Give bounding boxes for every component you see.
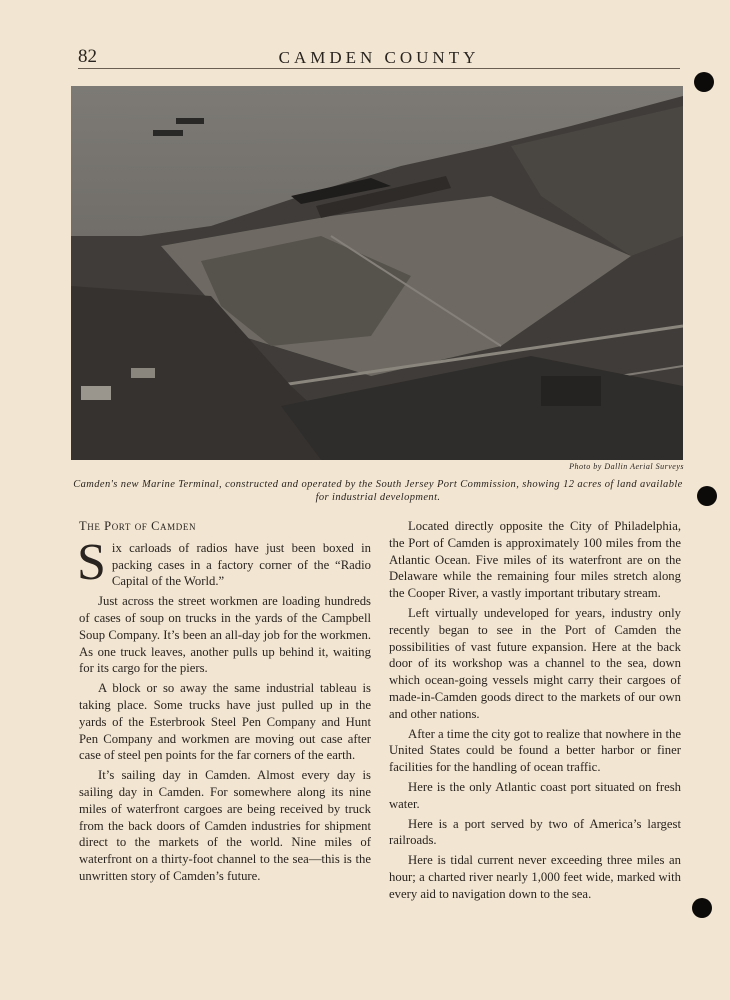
left-column [79,518,371,885]
lead-paragraph [77,533,371,591]
binder-hole [692,898,712,918]
right-column [389,518,681,903]
paragraph: Here is a port served by two of America’s largest railroads. [389,816,681,848]
page-number: 82 [78,46,97,67]
paragraph: Here is tidal current never exceeding three miles an hour; a charted river nearly 1,000 feet wide, marked with every aid to navigation down to the sea. [389,853,681,901]
paragraph: A block or so away the same industrial tableau is taking place. Some trucks have just pulled up in the yards of the Esterbrook Steel Pen Company and Hunt Pen Company and workmen are moving out case after case of steel pen points for the far corners of the earth. [79,681,371,763]
aerial-photo [71,86,683,460]
aerial-photo-image [71,86,683,460]
page-header [78,46,680,69]
drop-cap: S [77,533,106,591]
binder-hole [697,486,717,506]
section-heading: The Port of Camden [79,519,197,533]
paragraph-text: ix carloads of radios have just been boxed in packing cases in a factory corner of the “Radio Capital of the World.” [111,540,371,589]
photo-credit: Photo by Dallin Aerial Surveys [569,462,684,471]
paragraph: It’s sailing day in Camden. Almost every day is sailing day in Camden. For somewhere along its nine miles of waterfront cargoes are being received by truck from the back doors of Camden industries for shipment direct to the markets of the world. Nine miles of waterfront on a thirty-foot channel to the sea—this is the unwritten story of Camden’s future. [79,768,371,883]
paragraph: Here is the only Atlantic coast port situated on fresh water. [389,779,681,811]
paragraph: Located directly opposite the City of Philadelphia, the Port of Camden is approximately 100 miles from the Atlantic Ocean. Five miles of its waterfront are on the Delaware while the remaining four miles stretch along the Cooper River, a vastly important tributary stream. [389,519,681,601]
binder-hole [694,72,714,92]
paragraph: Just across the street workmen are loading hundreds of cases of soup on trucks in the yards of the Campbell Soup Company. It’s been an all-day job for the workmen. As one truck leaves, another pulls up behind it, waiting for its cargo for the piers. [79,594,371,676]
paragraph: Left virtually undeveloped for years, industry only recently began to see in the Port of Camden the possibilities of vast future expansion. Here at the back door of its workshop was a channel to the sea, down which ocean-going vessels might carry their cargoes of made-in-Camden goods direct to the markets of our own and other nations. [389,605,681,721]
photo-caption: Camden's new Marine Terminal, constructed and operated by the South Jersey Port Commission, showing 12 acres of land available for industrial development. [73,479,683,503]
paragraph: After a time the city got to realize that nowhere in the United States could be found a better harbor or finer facilities for the handling of ocean traffic. [389,726,681,775]
running-title: CAMDEN COUNTY [278,48,480,67]
